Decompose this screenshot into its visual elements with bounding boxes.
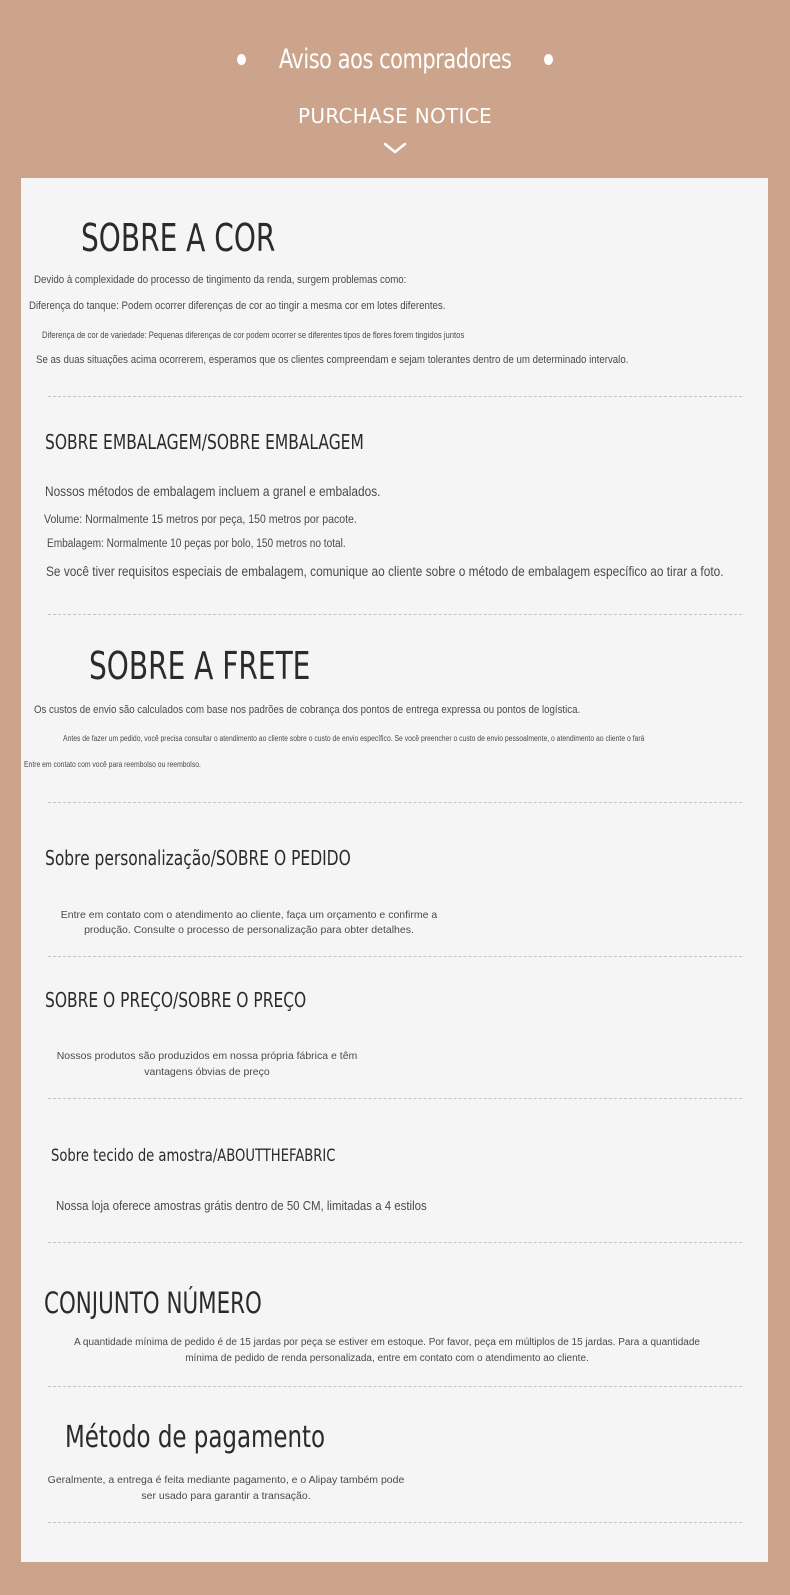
bullet-dot-icon (544, 54, 553, 65)
quantity-text: A quantidade mínima de pedido é de 15 jardas por peça se estiver em estoque. Por favor, peça em múltiplos de 15 jardas. Para a quantidade mínima de pedido de renda personalizada, entre em contato com o atendimento ao cliente. (74, 1337, 700, 1364)
section-title-quantity: CONJUNTO NÚMERO (44, 1286, 262, 1320)
section-divider (48, 1522, 742, 1523)
price-text: Nossos produtos são produzidos em nossa própria fábrica e têm vantagens óbvias de preço (56, 1050, 358, 1078)
section-divider (48, 1098, 742, 1099)
section-title-color: SOBRE A COR (81, 216, 276, 260)
page-subtitle: PURCHASE NOTICE (298, 104, 492, 128)
payment-text: Geralmente, a entrega é feita mediante pagamento, e o Alipay também pode ser usado para garantir a transação. (47, 1474, 405, 1502)
page-title: Aviso aos compradores (278, 44, 512, 75)
customization-text: Entre em contato com o atendimento ao cliente, faça um orçamento e confirme a produção. Consulte o processo de personalização para obter detalhes. (60, 909, 438, 936)
packaging-text-line: Se você tiver requisitos especiais de embalagem, comunique ao cliente sobre o método de embalagem específico ao tirar a foto. (46, 564, 724, 579)
title-row (0, 44, 790, 75)
shipping-text-line: Os custos de envio são calculados com base nos padrões de cobrança dos pontos de entrega expressa ou pontos de logística. (34, 704, 581, 716)
color-text-line: Se as duas situações acima ocorrerem, esperamos que os clientes compreendam e sejam tolerantes dentro de um determinado intervalo. (36, 354, 629, 366)
section-title-payment: Método de pagamento (65, 1420, 326, 1455)
section-divider (48, 614, 742, 615)
shipping-text-line: Antes de fazer um pedido, você precisa consultar o atendimento ao cliente sobre o custo de envio específico. Se você preencher o custo de envio pessoalmente, o atendimento ao cliente o fará (63, 734, 645, 743)
section-divider (48, 956, 742, 957)
notice-panel (21, 178, 768, 1562)
section-divider (48, 1386, 742, 1387)
section-title-packaging: SOBRE EMBALAGEM/SOBRE EMBALAGEM (45, 430, 364, 454)
color-text-line: Devido à complexidade do processo de tingimento da renda, surgem problemas como: (34, 274, 407, 286)
packaging-text-line: Volume: Normalmente 15 metros por peça, 150 metros por pacote. (44, 512, 357, 526)
color-text-line: Diferença de cor de variedade: Pequenas diferenças de cor podem ocorrer se diferentes tipos de flores forem tingidos juntos (42, 330, 465, 340)
color-text-line: Diferença do tanque: Podem ocorrer diferenças de cor ao tingir a mesma cor em lotes diferentes. (29, 300, 446, 312)
sample-text: Nossa loja oferece amostras grátis dentro de 50 CM, limitadas a 4 estilos (56, 1198, 427, 1213)
section-divider (48, 1242, 742, 1243)
section-title-shipping: SOBRE A FRETE (89, 644, 311, 688)
bullet-dot-icon (237, 54, 246, 65)
section-title-customization: Sobre personalização/SOBRE O PEDIDO (45, 846, 351, 870)
packaging-text-line: Embalagem: Normalmente 10 peças por bolo, 150 metros no total. (47, 538, 346, 550)
packaging-text-line: Nossos métodos de embalagem incluem a granel e embalados. (45, 484, 381, 499)
page-header (0, 0, 790, 178)
section-divider (48, 396, 742, 397)
shipping-text-line: Entre em contato com você para reembolso ou reembolso. (24, 760, 201, 769)
section-divider (48, 802, 742, 803)
section-title-price: SOBRE O PREÇO/SOBRE O PREÇO (45, 988, 307, 1012)
chevron-down-icon (383, 141, 407, 155)
section-title-sample: Sobre tecido de amostra/ABOUTTHEFABRIC (51, 1146, 336, 1166)
